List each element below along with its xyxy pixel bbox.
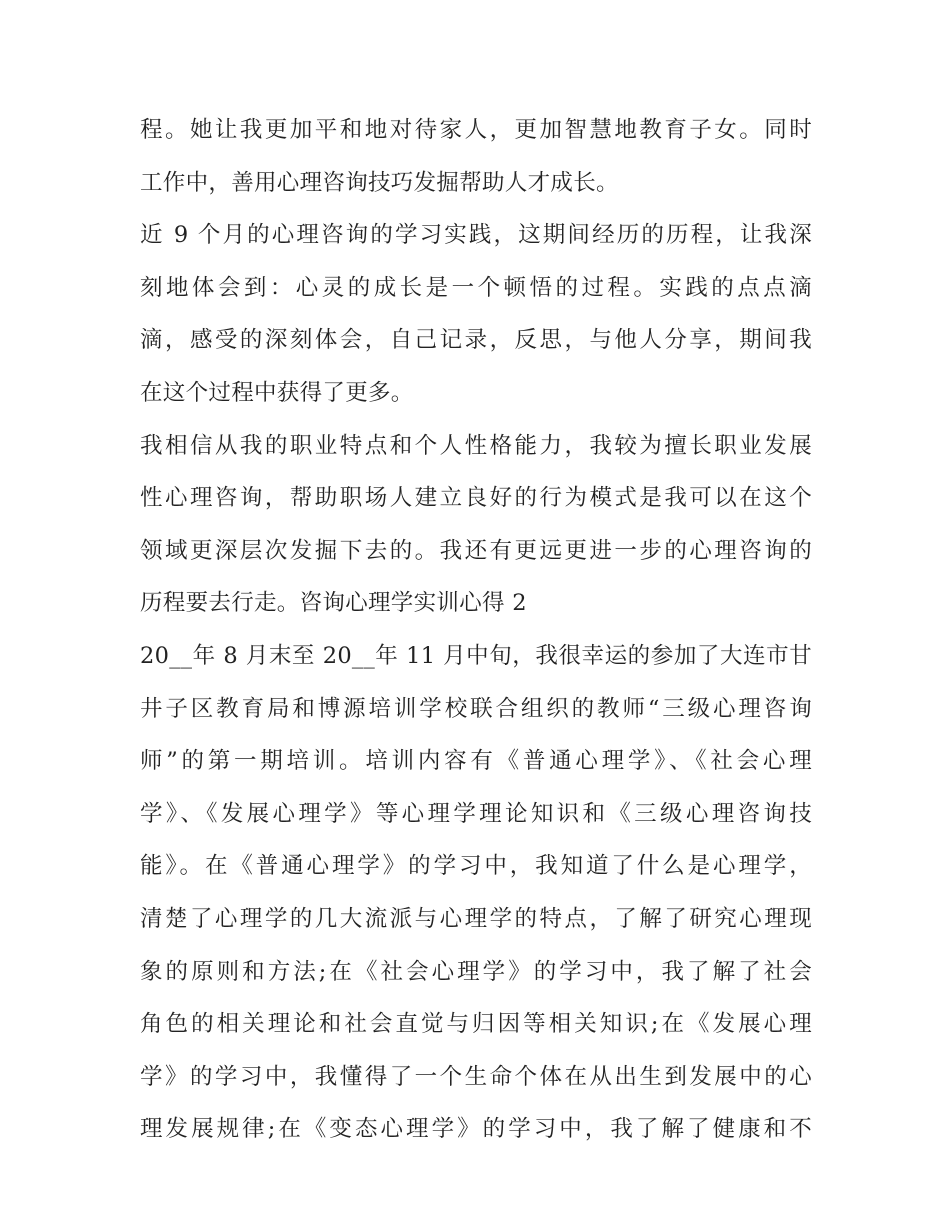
text-line: 理发展规律;在《变态心理学》的学习中，我了解了健康和不 xyxy=(140,1116,812,1143)
text-line: 清楚了心理学的几大流派与心理学的特点，了解了研究心理现 xyxy=(140,905,812,932)
text-line: 能》。在《普通心理学》的学习中，我知道了什么是心理学， xyxy=(140,853,812,880)
text-line: 20__年 8 月末至 20__年 11 月中旬，我很幸运的参加了大连市甘 xyxy=(140,642,812,669)
text-line: 刻地体会到：心灵的成长是一个顿悟的过程。实践的点点滴 xyxy=(140,274,812,301)
text-line: 角色的相关理论和社会直觉与归因等相关知识;在《发展心理 xyxy=(140,1011,812,1038)
text-line: 象的原则和方法;在《社会心理学》的学习中，我了解了社会 xyxy=(140,958,812,985)
text-line: 滴，感受的深刻体会，自己记录，反思，与他人分享，期间我 xyxy=(140,327,812,354)
text-line: 在这个过程中获得了更多。 xyxy=(140,379,414,406)
text-line: 我相信从我的职业特点和个人性格能力，我较为擅长职业发展 xyxy=(140,432,812,459)
text-line: 性心理咨询，帮助职场人建立良好的行为模式是我可以在这个 xyxy=(140,485,812,512)
text-line: 历程要去行走。咨询心理学实训心得 2 xyxy=(140,590,527,617)
text-line: 程。她让我更加平和地对待家人，更加智慧地教育子女。同时 xyxy=(140,117,812,143)
text-line: 学》的学习中，我懂得了一个生命个体在从出生到发展中的心 xyxy=(140,1063,812,1090)
text-line: 领域更深层次发掘下去的。我还有更远更进一步的心理咨询的 xyxy=(140,537,812,564)
document-body xyxy=(140,104,812,1156)
text-line: 师”的第一期培训。培训内容有《普通心理学》、《社会心理 xyxy=(140,748,812,775)
text-line: 井子区教育局和博源培训学校联合组织的教师“三级心理咨询 xyxy=(140,695,812,722)
text-line: 近 9 个月的心理咨询的学习实践，这期间经历的历程，让我深 xyxy=(140,222,812,249)
text-line: 工作中，善用心理咨询技巧发掘帮助人才成长。 xyxy=(140,169,619,196)
text-line: 学》、《发展心理学》等心理学理论知识和《三级心理咨询技 xyxy=(140,800,812,827)
